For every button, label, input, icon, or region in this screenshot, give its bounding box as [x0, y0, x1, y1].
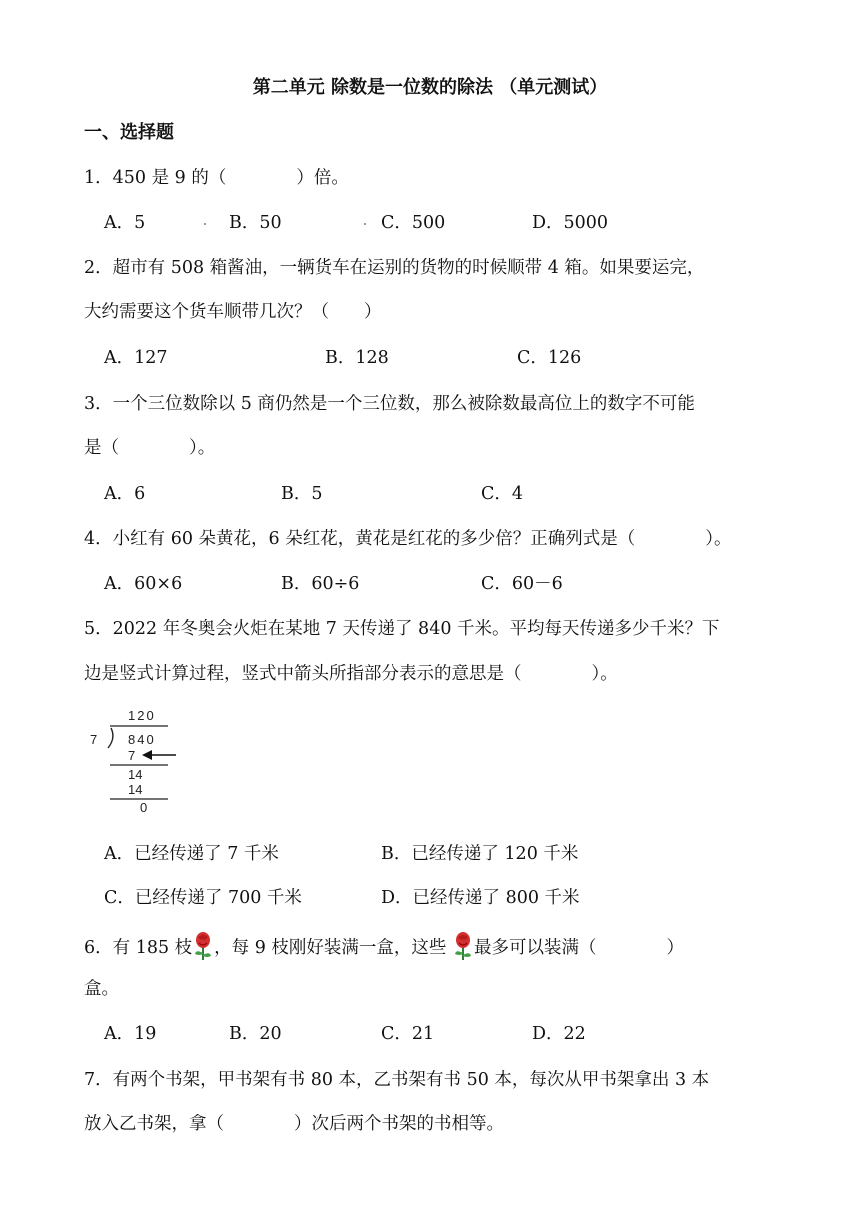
q3-option-b: B．5	[281, 484, 323, 504]
question-3-line-1: 3．一个三位数除以 5 商仍然是一个三位数，那么被除数最高位上的数字不可能	[84, 394, 695, 414]
question-2-line-2: 大约需要这个货车顺带几次？（ ）	[84, 302, 382, 322]
q2-option-a: A．127	[104, 348, 168, 368]
q5-option-d: D．已经传递了 800 千米	[381, 888, 580, 908]
question-5-line-1: 5．2022 年冬奥会火炬在某地 7 天传递了 840 千米。平均每天传递多少千米？下	[84, 619, 720, 639]
q3-option-c: C．4	[481, 484, 524, 504]
division-step-2b: 14	[128, 782, 143, 797]
page-title: 第二单元 除数是一位数的除法 （单元测试）	[252, 77, 608, 98]
question-7-line-2: 放入乙书架，拿（ ）次后两个书架的书相等。	[84, 1114, 504, 1134]
division-step-1: 7	[128, 748, 136, 763]
q6-text-a: 6．有 185 枝	[84, 938, 193, 958]
decorative-dot	[364, 223, 366, 225]
rose-icon	[192, 931, 214, 961]
question-4: 4．小红有 60 朵黄花，6 朵红花，黄花是红花的多少倍？正确列式是（ ）。	[84, 529, 732, 549]
q6-option-c: C．21	[381, 1024, 435, 1044]
question-7-line-1: 7．有两个书架，甲书架有书 80 本，乙书架有书 50 本，每次从甲书架拿出 3 本	[84, 1070, 710, 1090]
q2-option-b: B．128	[325, 348, 389, 368]
long-division-figure	[84, 704, 184, 816]
q6-option-b: B．20	[229, 1024, 282, 1044]
q4-option-a: A．60×6	[104, 574, 183, 594]
q5-option-a: A．已经传递了 7 千米	[104, 844, 279, 864]
question-1: 1．450 是 9 的（ ）倍。	[84, 168, 349, 188]
q6-text-c: 最多可以装满（ ）	[474, 938, 685, 958]
q6-text-b: ，每 9 枝刚好装满一盒，这些	[214, 938, 447, 958]
q3-option-a: A．6	[104, 484, 146, 504]
rose-icon	[452, 931, 474, 961]
division-step-2a: 14	[128, 767, 143, 782]
question-6-line-1	[84, 931, 684, 961]
q1-option-a: A．5	[104, 213, 146, 233]
q4-option-b: B．60÷6	[281, 574, 360, 594]
q2-option-c: C．126	[517, 348, 582, 368]
q5-option-c: C．已经传递了 700 千米	[104, 888, 302, 908]
question-2-line-1: 2．超市有 508 箱酱油，一辆货车在运别的货物的时候顺带 4 箱。如果要运完，	[84, 258, 705, 278]
division-quotient: 120	[128, 708, 156, 723]
division-bracket	[108, 728, 113, 748]
q1-option-c: C．500	[381, 213, 446, 233]
division-dividend: 840	[128, 732, 156, 747]
q1-option-b: B．50	[229, 213, 282, 233]
q4-option-c: C．60－6	[481, 574, 563, 594]
division-remainder: 0	[140, 800, 148, 815]
question-6-line-2: 盒。	[84, 979, 119, 999]
q6-option-a: A．19	[104, 1024, 157, 1044]
q6-option-d: D．22	[532, 1024, 586, 1044]
division-divisor: 7	[90, 732, 98, 747]
decorative-dot	[204, 223, 206, 225]
arrow-icon	[142, 750, 176, 760]
question-3-line-2: 是（ ）。	[84, 438, 216, 458]
question-5-line-2: 边是竖式计算过程，竖式中箭头所指部分表示的意思是（ ）。	[84, 664, 618, 684]
q1-option-d: D．5000	[532, 213, 609, 233]
q5-option-b: B．已经传递了 120 千米	[381, 844, 579, 864]
section-heading: 一、选择题	[84, 122, 174, 143]
